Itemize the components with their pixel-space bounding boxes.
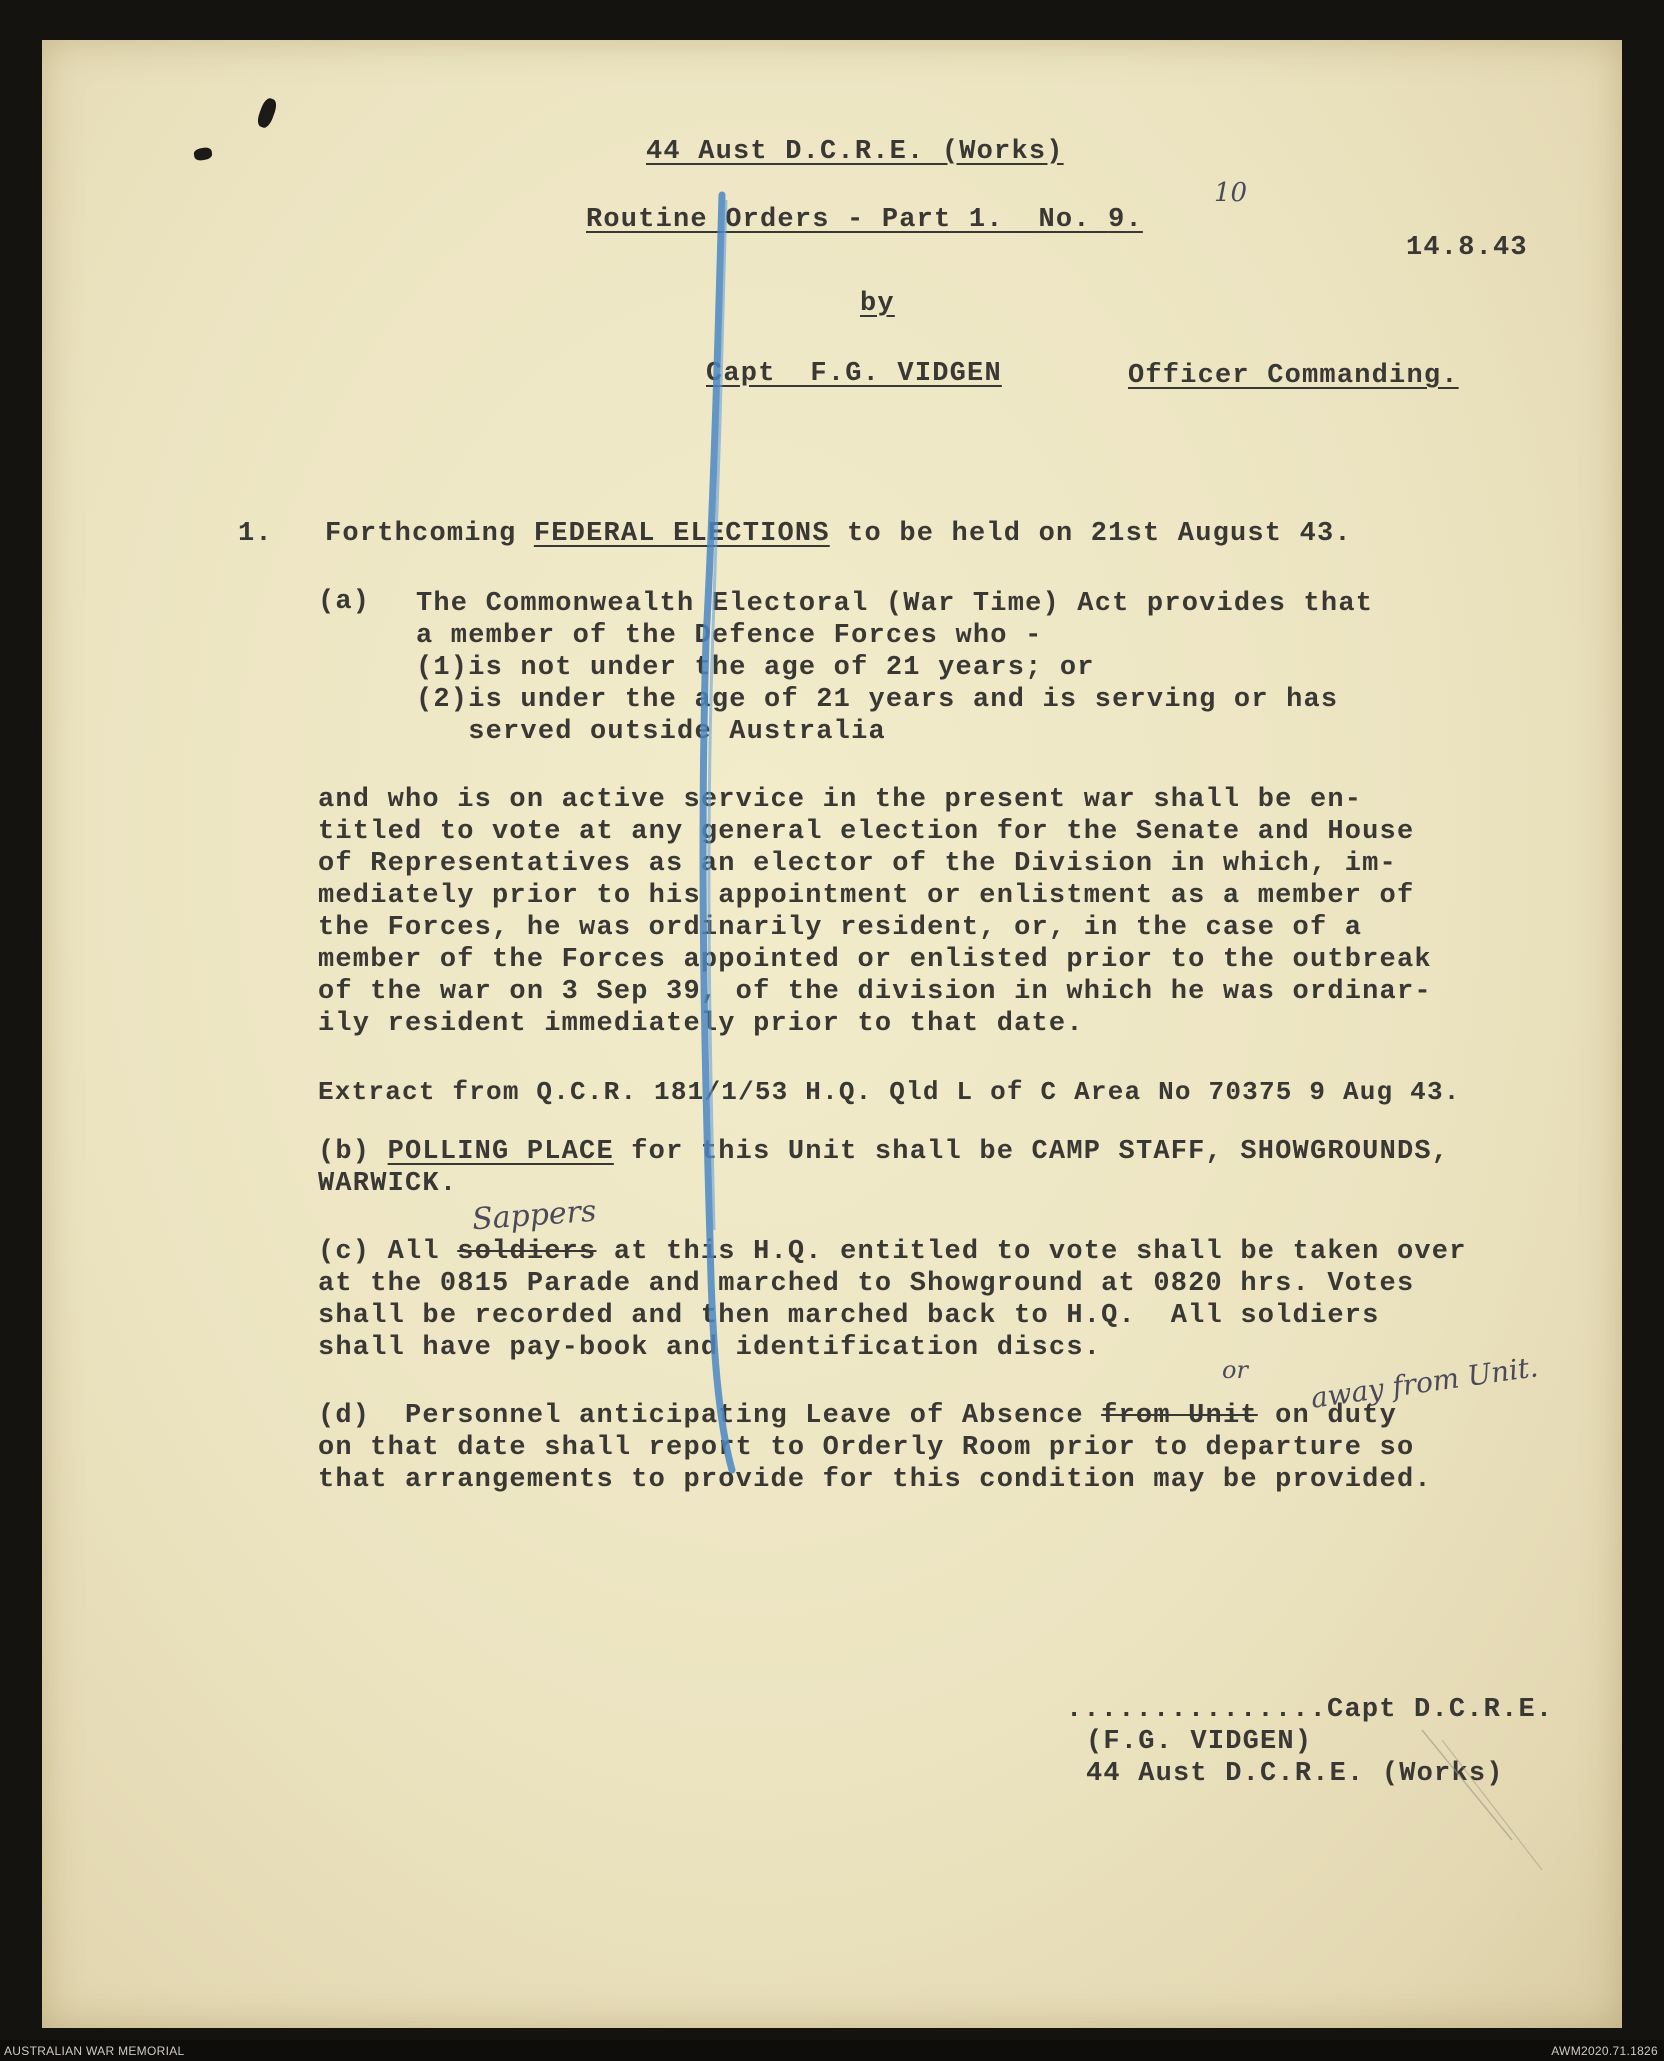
ink-mark (255, 97, 278, 130)
archive-name: AUSTRALIAN WAR MEMORIAL (4, 2044, 185, 2058)
item-number: 1. (238, 519, 273, 549)
para-d-post: on duty (1257, 1401, 1397, 1431)
by-label: by (860, 289, 895, 319)
para-b-label: (b) (318, 1137, 388, 1167)
struck-from-unit: from Unit (1101, 1401, 1258, 1431)
federal-elections-title: FEDERAL ELECTIONS (533, 519, 830, 549)
archive-footer (0, 2040, 1664, 2061)
handwritten-away-from-unit: away from Unit. (1308, 1350, 1541, 1415)
body-line: ily resident immediately prior to that date. (318, 1009, 1084, 1039)
para-c-line (318, 1236, 1467, 1268)
body-line: titled to vote at any general election for the Senate and House (318, 817, 1415, 847)
body-line: mediately prior to his appointment or enlistment as a member of (318, 881, 1415, 911)
para-d-line: that arrangements to provide for this condition may be provided. (318, 1465, 1432, 1495)
para-a-label: (a) (318, 587, 371, 617)
handwritten-sappers: Sappers (470, 1193, 598, 1238)
para-a-line: The Commonwealth Electoral (War Time) Act provides that (416, 589, 1374, 619)
para-a-line: a member of the Defence Forces who - (416, 621, 1043, 651)
signatory-name: (F.G. VIDGEN) (1086, 1727, 1313, 1757)
polling-place-title: POLLING PLACE (387, 1137, 614, 1167)
signature-line: ...............Capt D.C.R.E. (1066, 1695, 1554, 1725)
para-c-rest: at this H.Q. entitled to vote shall be taken over (596, 1237, 1467, 1267)
extract-reference: Extract from Q.C.R. 181/1/53 H.Q. Qld L of C Area No 70375 9 Aug 43. (318, 1077, 1461, 1107)
signatory-unit: 44 Aust D.C.R.E. (Works) (1086, 1759, 1504, 1789)
handwritten-or: or (1222, 1356, 1248, 1384)
para-a-line: (2)is under the age of 21 years and is serving or has (416, 685, 1339, 715)
para-b-line (318, 1136, 1449, 1168)
order-number-typed: 9. (1108, 205, 1143, 235)
item-1-post: to be held on 21st August 43. (829, 519, 1352, 549)
para-b-rest: for this Unit shall be CAMP STAFF, SHOWGROUNDS, (613, 1137, 1450, 1167)
body-line: of the war on 3 Sep 39, of the division in which he was ordinar- (318, 977, 1432, 1007)
document-date: 14.8.43 (1406, 233, 1528, 263)
routine-orders-label: Routine Orders - Part 1. No. (586, 205, 1109, 235)
para-c-line: shall have pay-book and identification discs. (318, 1333, 1102, 1363)
archive-reference: AWM2020.71.1826 (1551, 2044, 1658, 2058)
officer-title: Officer Commanding. (1128, 361, 1459, 391)
item-1-pre: Forthcoming (325, 519, 534, 549)
order-number-handwritten: 10 (1214, 178, 1248, 208)
para-d-line (318, 1400, 1397, 1432)
para-d-line: on that date shall report to Orderly Room prior to departure so (318, 1433, 1415, 1463)
unit-heading: 44 Aust D.C.R.E. (Works) (646, 137, 1064, 167)
routine-orders-heading (586, 204, 1143, 236)
body-line: of Representatives as an elector of the Division in which, im- (318, 849, 1397, 879)
body-line: and who is on active service in the present war shall be en- (318, 785, 1363, 815)
para-a-line: (1)is not under the age of 21 years; or (416, 653, 1095, 683)
para-c-pre: (c) All (318, 1237, 458, 1267)
para-b-line: WARWICK. (318, 1169, 458, 1199)
body-line: member of the Forces appointed or enlisted prior to the outbreak (318, 945, 1432, 975)
para-d-pre: (d) Personnel anticipating Leave of Absence (318, 1401, 1102, 1431)
para-c-line: at the 0815 Parade and marched to Showground at 0820 hrs. Votes (318, 1269, 1415, 1299)
officer-name: Capt F.G. VIDGEN (706, 359, 1002, 389)
para-c-line: shall be recorded and then marched back to H.Q. All soldiers (318, 1301, 1380, 1331)
struck-soldiers: soldiers (457, 1237, 597, 1267)
ink-mark (193, 147, 213, 162)
para-a-line: served outside Australia (416, 717, 886, 747)
body-line: the Forces, he was ordinarily resident, or, in the case of a (318, 913, 1363, 943)
document-page (42, 40, 1622, 2028)
item-1-heading (238, 518, 1352, 550)
